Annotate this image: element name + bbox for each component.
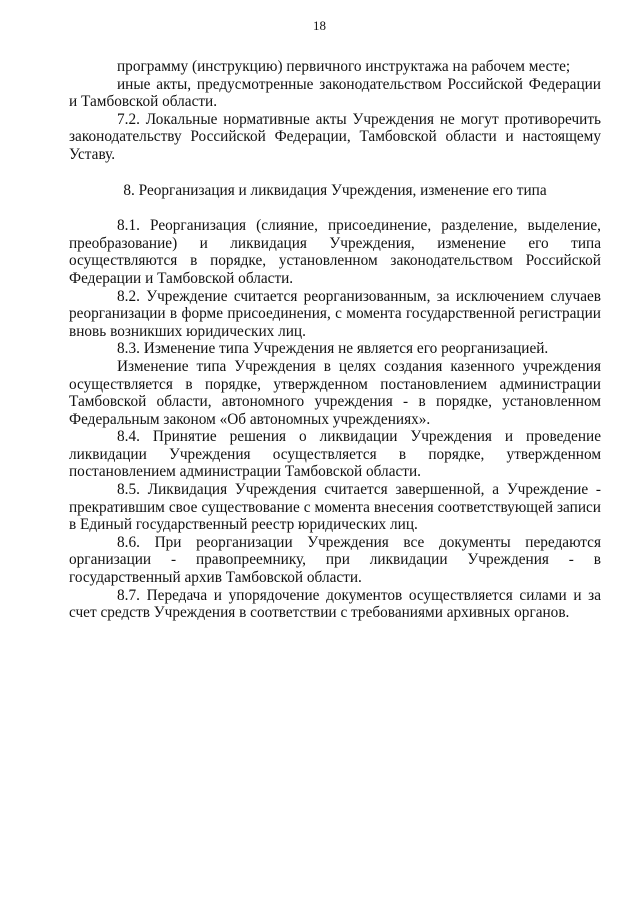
paragraph-7-2: 7.2. Локальные нормативные акты Учреждения не могут противоречить законодательству Российской Федерации, Тамбовской области и настоящему Уставу. — [69, 110, 601, 163]
paragraph-8-5: 8.5. Ликвидация Учреждения считается завершенной, а Учреждение - прекратившим свое существование с момента внесения соответствующей записи в Единый государственный реестр юридических лиц. — [69, 481, 601, 534]
paragraph-8-1: 8.1. Реорганизация (слияние, присоединение, разделение, выделение, преобразование) и ликвидация Учреждения, изменение его типа осуществляются в порядке, установленном законодательством Российской Федерации и Тамбовской области. — [69, 217, 601, 287]
document-body — [69, 58, 601, 622]
paragraph-8-7: 8.7. Передача и упорядочение документов осуществляется силами и за счет средств Учреждения в соответствии с требованиями архивных органов. — [69, 586, 601, 622]
paragraph-8-2: 8.2. Учреждение считается реорганизованным, за исключением случаев реорганизации в форме присоединения, с момента государственной регистрации вновь возникших юридических лиц. — [69, 287, 601, 340]
paragraph-8-4: 8.4. Принятие решения о ликвидации Учреждения и проведение ликвидации Учреждения осуществляется в порядке, утвержденном постановлением администрации Тамбовской области. — [69, 428, 601, 481]
paragraph-8-6: 8.6. При реорганизации Учреждения все документы передаются организации - правопреемнику, при ликвидации Учреждения - в государственный архив Тамбовской области. — [69, 533, 601, 587]
section-heading: 8. Реорганизация и ликвидация Учреждения, изменение его типа — [123, 181, 547, 199]
paragraph-instruction-program: программу (инструкцию) первичного инструктажа на рабочем месте; — [117, 58, 571, 75]
page-number: 18 — [313, 18, 326, 33]
paragraph-other-acts: иные акты, предусмотренные законодательством Российской Федерации и Тамбовской области. — [69, 75, 601, 111]
paragraph-8-3: 8.3. Изменение типа Учреждения не является его реорганизацией. — [117, 340, 549, 358]
paragraph-type-change: Изменение типа Учреждения в целях создания казенного учреждения осуществляется в порядке, утвержденном постановлением администрации Тамбовской области, автономного учреждения - в порядке, установленном Федеральным законом «Об автономных учреждениях». — [69, 357, 601, 428]
